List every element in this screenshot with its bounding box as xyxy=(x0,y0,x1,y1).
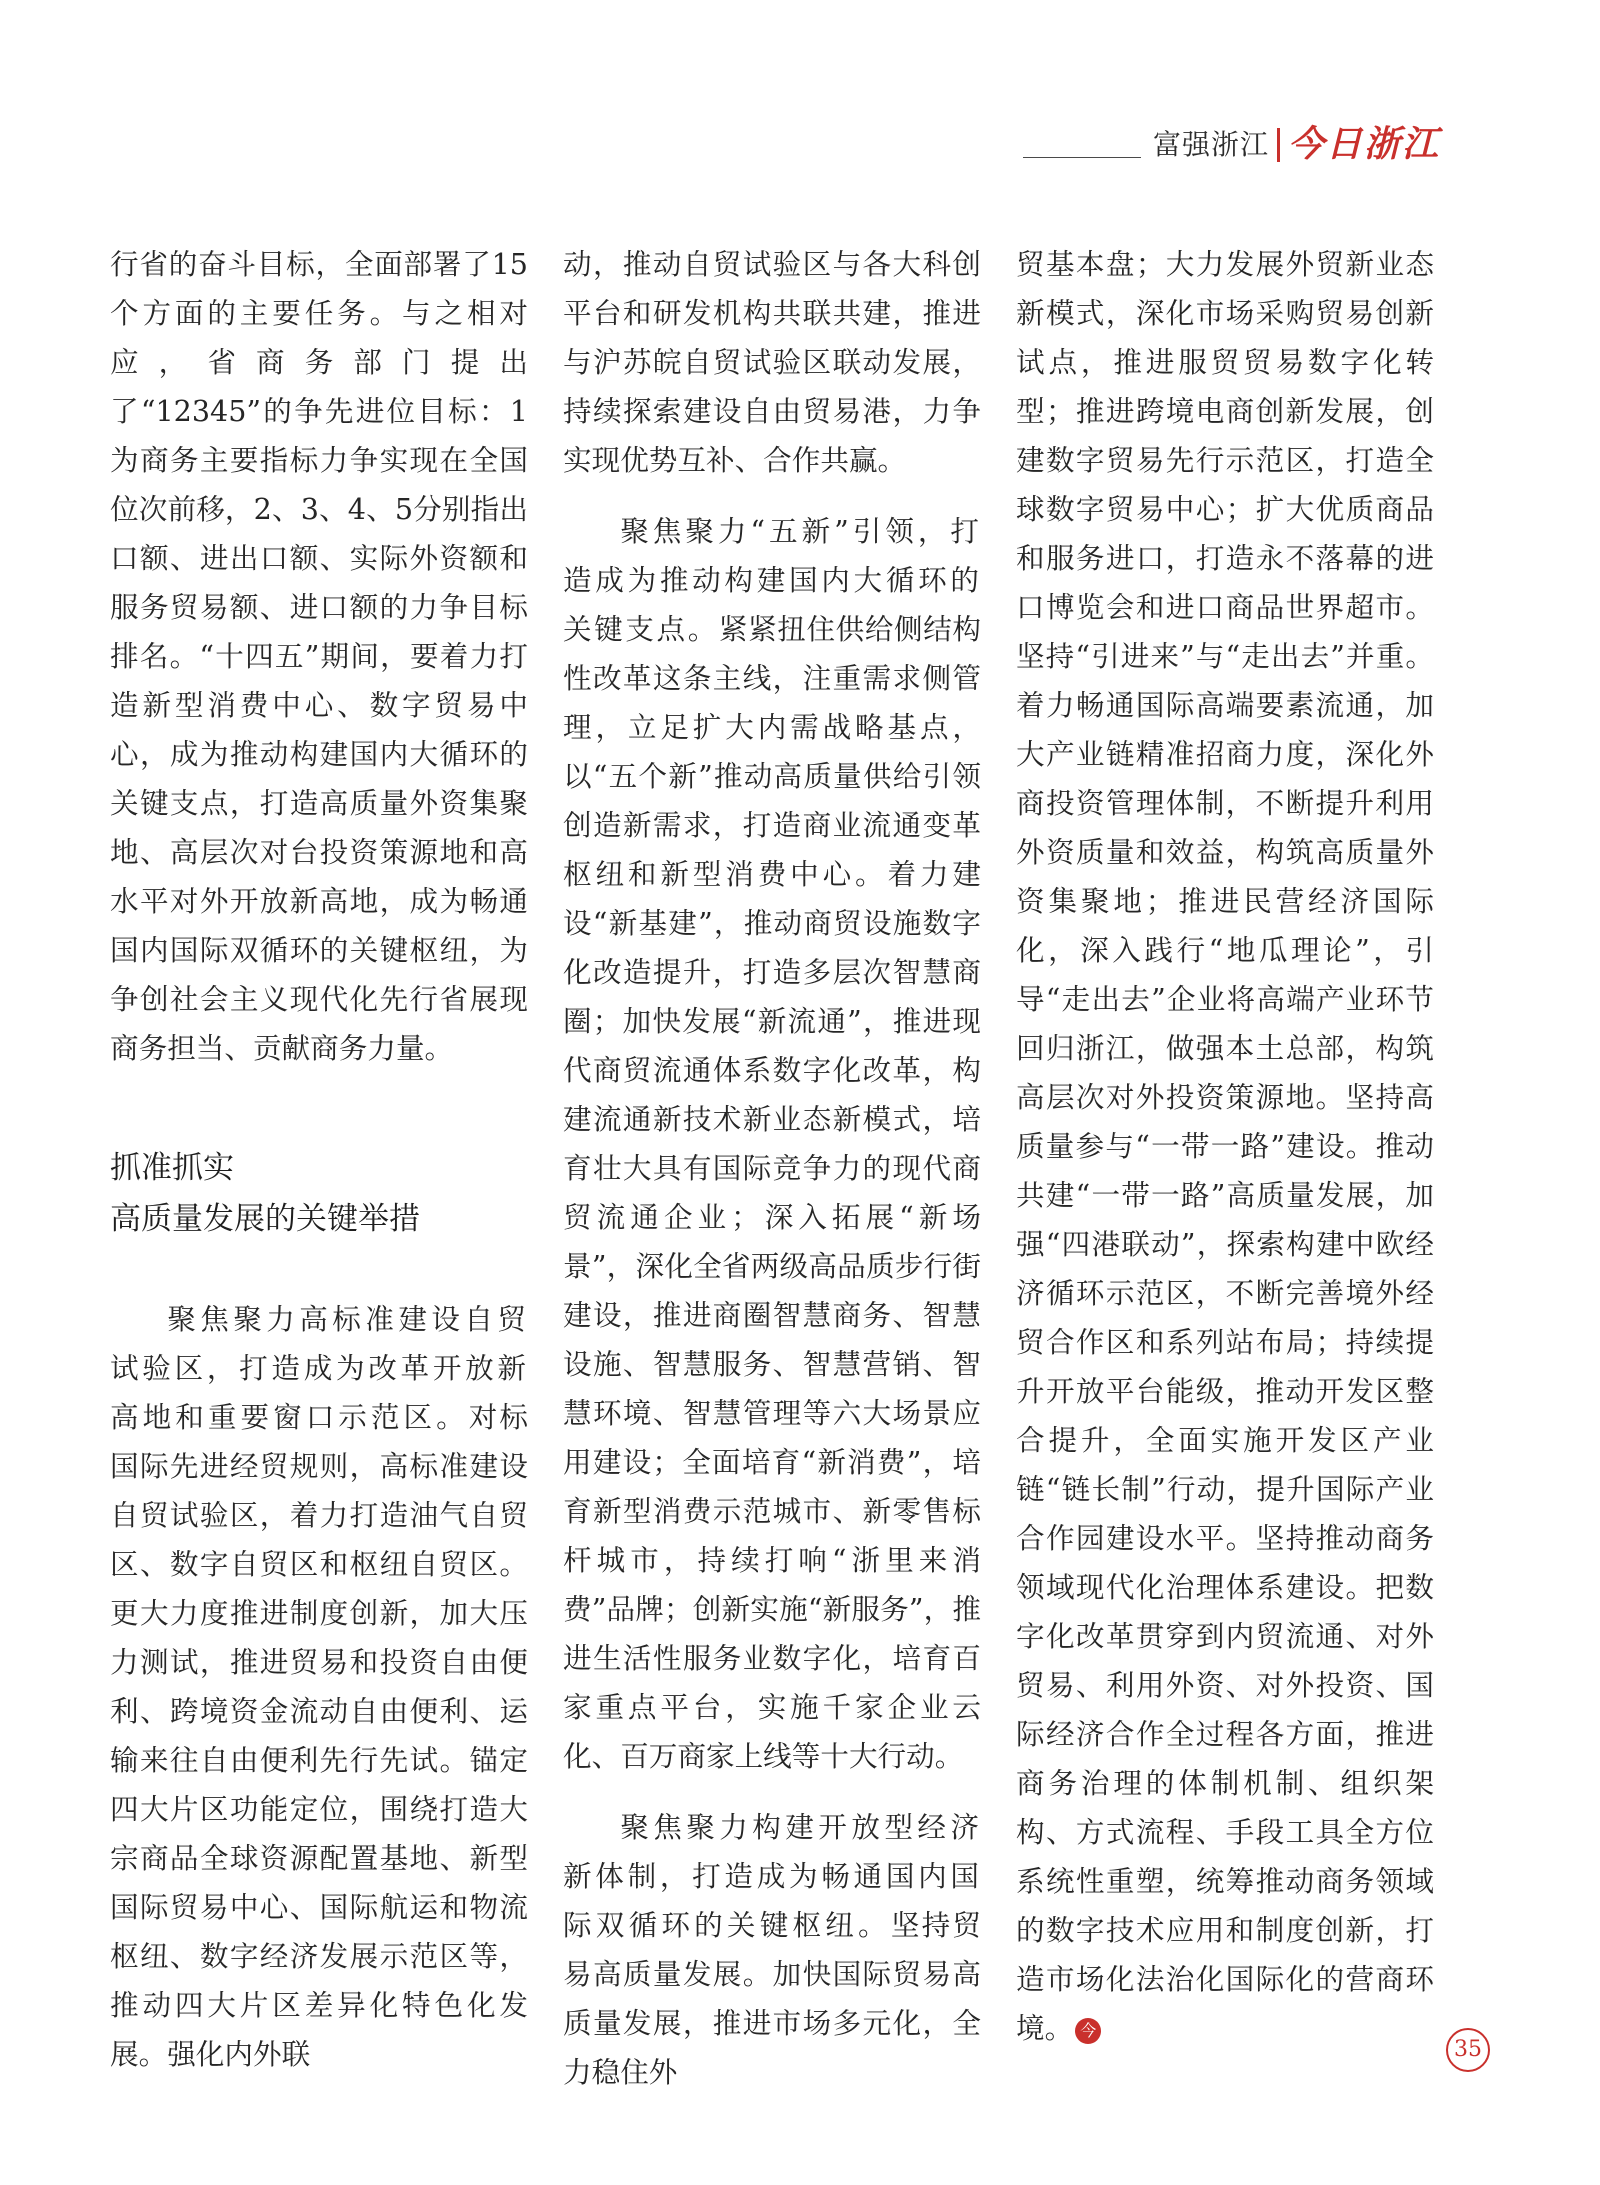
running-header xyxy=(1023,118,1440,164)
section-heading-line-2: 高质量发展的关键举措 xyxy=(110,1201,420,1237)
paragraph xyxy=(563,1803,981,2097)
article-column-2 xyxy=(563,240,981,2097)
magazine-logo: 今日浙江 xyxy=(1287,123,1440,165)
paragraph xyxy=(110,1295,528,2079)
paragraph-body: 坚持贸易高质量发展。加快国际贸易高质量发展，推进市场多元化，全力稳住外 xyxy=(563,1908,981,2089)
paragraph-body: 贸基本盘；大力发展外贸新业态新模式，深化市场采购贸易创新试点，推进服贸贸易数字化转型；推进跨境电商创新发展，创建数字贸易先行示范区，打造全球数字贸易中心；扩大优质商品和服务进口，打造永不落幕的进口博览会和进口商品世界超市。坚持“引进来”与“走出去”并重。着力畅通国际高端要素流通，加大产业链精准招商力度，深化外商投资管理体制，不断提升利用外资质量和效益，构筑高质量外资集聚地；推进民营经济国际化，深入践行“地瓜理论”，引导“走出去”企业将高端产业环节回归浙江，做强本土总部，构筑高层次对外投资策源地。坚持高质量参与“一带一路”建设。推动共建“一带一路”高质量发展，加强“四港联动”，探索构建中欧经济循环示范区，不断完善境外经贸合作区和系列站布局；持续提升开放平台能级，推动开发区整合提升，全面实施开发区产业链“链长制”行动，提升国际产业合作园建设水平。坚持推动商务领域现代化治理体系建设。把数字化改革贯穿到内贸流通、对外贸易、利用外资、对外投资、国际经济合作全过程各方面，推进商务治理的体制机制、组织架构、方式流程、手段工具全方位系统性重塑，统筹推动商务领域的数字技术应用和制度创新，打造市场化法治化国际化的营商环境。 xyxy=(1016,247,1434,2045)
section-heading xyxy=(110,1143,528,1245)
paragraph xyxy=(1016,240,1434,2053)
article-column-3 xyxy=(1016,240,1434,2053)
paragraph: 动，推动自贸试验区与各大科创平台和研发机构共联共建，推进与沪苏皖自贸试验区联动发展，持续探索建设自由贸易港，力争实现优势互补、合作共赢。 xyxy=(563,247,981,477)
paragraph-lead: 聚焦聚力构建开放型经济新体制，打造成为畅通国内国际双循环的关键枢纽。 xyxy=(563,1810,981,1942)
paragraph-lead: 聚焦聚力高标准建设自贸试验区，打造成为改革开放新高地和重要窗口示范区。 xyxy=(110,1302,528,1434)
end-of-article-icon: 今 xyxy=(1075,2018,1101,2044)
paragraph: 行省的奋斗目标，全面部署了15个方面的主要任务。与之相对应，省商务部门提出了“12345”的争先进位目标：1为商务主要指标力争实现在全国位次前移，2、3、4、5分别指出口额、进出口额、实际外资额和服务贸易额、进口额的力争目标排名。“十四五”期间，要着力打造新型消费中心、数字贸易中心，成为推动构建国内大循环的关键支点，打造高质量外资集聚地、高层次对台投资策源地和高水平对外开放新高地，成为畅通国内国际双循环的关键枢纽，为争创社会主义现代化先行省展现商务担当、贡献商务力量。 xyxy=(110,247,528,1065)
paragraph-body: 对标国际先进经贸规则，高标准建设自贸试验区，着力打造油气自贸区、数字自贸区和枢纽自贸区。更大力度推进制度创新，加大压力测试，推进贸易和投资自由便利、跨境资金流动自由便利、运输来往自由便利先行先试。锚定四大片区功能定位，围绕打造大宗商品全球资源配置基地、新型国际贸易中心、国际航运和物流枢纽、数字经济发展示范区等，推动四大片区差异化特色化发展。强化内外联 xyxy=(110,1400,528,2071)
paragraph-body: 紧紧扭住供给侧结构性改革这条主线，注重需求侧管理，立足扩大内需战略基点，以“五个新”推动高质量供给引领创造新需求，打造商业流通变革枢纽和新型消费中心。着力建设“新基建”，推动商贸设施数字化改造提升，打造多层次智慧商圈；加快发展“新流通”，推进现代商贸流通体系数字化改革，构建流通新技术新业态新模式，培育壮大具有国际竞争力的现代商贸流通企业；深入拓展“新场景”，深化全省两级高品质步行街建设，推进商圈智慧商务、智慧设施、智慧服务、智慧营销、智慧环境、智慧管理等六大场景应用建设；全面培育“新消费”，培育新型消费示范城市、新零售标杆城市，持续打响“浙里来消费”品牌；创新实施“新服务”，推进生活性服务业数字化，培育百家重点平台，实施千家企业云化、百万商家上线等十大行动。 xyxy=(563,612,981,1773)
paragraph-lead: 聚焦聚力“五新”引领，打造成为推动构建国内大循环的关键支点。 xyxy=(563,514,981,646)
section-title: 富强浙江 xyxy=(1152,128,1269,161)
page-number: 35 xyxy=(1446,2028,1490,2072)
header-rule xyxy=(1023,157,1141,158)
header-divider xyxy=(1277,128,1280,162)
article-column-1 xyxy=(110,240,528,2079)
paragraph xyxy=(563,507,981,1781)
section-heading-line-1: 抓准抓实 xyxy=(110,1150,234,1186)
